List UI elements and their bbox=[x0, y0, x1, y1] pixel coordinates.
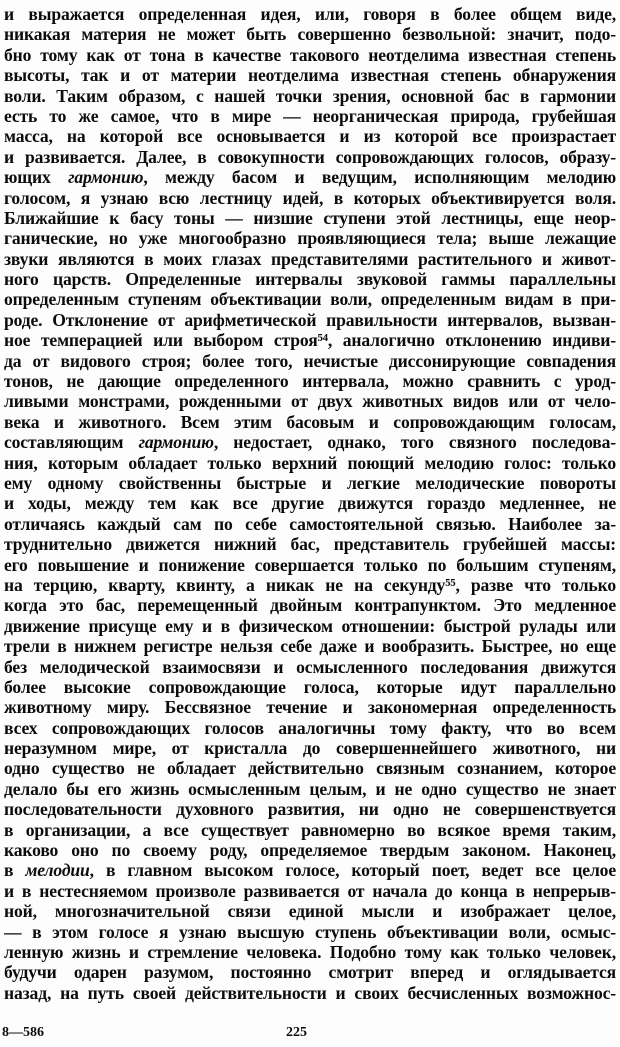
body-text bbox=[4, 4, 616, 1003]
text-line: Ближайшие к басу тоны — низшие ступени этой лестницы, еще неор- bbox=[4, 207, 616, 228]
emphasis-text: мелодии bbox=[25, 860, 90, 881]
text-line: на терцию, кварту, квинту, а никак не на секунду⁵⁵, разве что только bbox=[4, 574, 616, 595]
text-line: будучи одарен разумом, постоянно смотрит вперед и оглядывается bbox=[4, 962, 616, 983]
text-line: века и животного. Всем этим басовым и сопровождающим голосам, bbox=[4, 411, 616, 432]
text-line: и в нестесняемом произволе развивается от начала до конца в непрерыв- bbox=[4, 880, 616, 901]
emphasis-text: гармонию bbox=[138, 432, 214, 453]
text-line: в мелодии, в главном высоком голосе, который поет, ведет все целое bbox=[4, 860, 616, 881]
text-line: ной, многозначительной связи единой мысли и изображает целое, bbox=[4, 901, 616, 922]
text-line: в организации, а все существует равномерно во всякое время таким, bbox=[4, 819, 616, 840]
text-line: ния, которым обладает только верхний поющий мелодию голос: только bbox=[4, 452, 616, 473]
text-line: ленную жизнь и стремление человека. Подобно тому как только человек, bbox=[4, 941, 616, 962]
text-line: одно существо не обладает действительно связным сознанием, которое bbox=[4, 758, 616, 779]
text-line: определенным ступеням объективации воли, определенным видам в при- bbox=[4, 289, 616, 310]
text-line: движение присуще ему и в физическом отношении: быстрой рулады или bbox=[4, 615, 616, 636]
text-line: бно тому как от тона в качестве такового неотделима известная степень bbox=[4, 44, 616, 65]
text-line: его повышение и понижение совершается только по большим ступеням, bbox=[4, 554, 616, 575]
text-line: воли. Таким образом, с нашей точки зрения, основной бас в гармонии bbox=[4, 85, 616, 106]
text-line: никакая материя не может быть совершенно безвольной: значит, подо- bbox=[4, 24, 616, 45]
text-line: назад, на путь своей действительности и своих бесчисленных возможнос- bbox=[4, 982, 616, 1003]
text-line: тонов, не дающие определенного интервала, можно сравнить с урод- bbox=[4, 371, 616, 392]
emphasis-text: гармонию bbox=[68, 167, 144, 188]
text-line: трели в нижнем регистре нельзя себе даже и вообразить. Быстрее, но еще bbox=[4, 636, 616, 657]
text-line: животному миру. Бессвязное течение и закономерная определенность bbox=[4, 697, 616, 718]
page-footer bbox=[0, 1025, 620, 1043]
text-line: последовательности духовного развития, ни одно не совершенствуется bbox=[4, 799, 616, 820]
text-line: ему одному свойственны быстрые и легкие мелодические повороты bbox=[4, 472, 616, 493]
text-line: высоты, так и от материи неотделима известная степень обнаружения bbox=[4, 65, 616, 86]
text-line: — в этом голосе я узнаю высшую ступень объективации воли, осмыс- bbox=[4, 921, 616, 942]
text-line: более высокие сопровождающие голоса, которые идут параллельно bbox=[4, 676, 616, 697]
text-line: роде. Отклонение от арифметической правильности интервалов, вызван- bbox=[4, 309, 616, 330]
text-line: да от видового строя; более того, нечистые диссонирующие совпадения bbox=[4, 350, 616, 371]
text-line: составляющим гармонию, недостает, однако, того связного последова- bbox=[4, 432, 616, 453]
text-line: ливыми монстрами, рожденными от двух животных видов или от чело- bbox=[4, 391, 616, 412]
text-line: ганические, но уже многообразно проявляющиеся тела; выше лежащие bbox=[4, 228, 616, 249]
text-line: ное темперацией или выбором строя⁵⁴, аналогично отклонению индиви- bbox=[4, 330, 616, 351]
text-line: неразумном мире, от кристалла до совершеннейшего животного, ни bbox=[4, 738, 616, 759]
text-line: голосом, я узнаю всю лестницу идей, в которых объективируется воля. bbox=[4, 187, 616, 208]
text-line: звуки являются в моих глазах представителями растительного и живот- bbox=[4, 248, 616, 269]
text-line: масса, на которой все основывается и из которой все произрастает bbox=[4, 126, 616, 147]
text-line: ющих гармонию, между басом и ведущим, исполняющим мелодию bbox=[4, 167, 616, 188]
text-line: ного царств. Определенные интервалы звуковой гаммы параллельны bbox=[4, 269, 616, 290]
text-line: труднительно движется нижний бас, представитель грубейшей массы: bbox=[4, 534, 616, 555]
text-line: без мелодической взаимосвязи и осмысленного последования движутся bbox=[4, 656, 616, 677]
text-line: когда это бас, перемещенный двойным контрапунктом. Это медленное bbox=[4, 595, 616, 616]
text-line: и развивается. Далее, в совокупности сопровождающих голосов, образу- bbox=[4, 146, 616, 167]
text-line: всех сопровождающих голосов аналогичны тому факту, что во всем bbox=[4, 717, 616, 738]
text-line: и выражается определенная идея, или, говоря в более общем виде, bbox=[4, 4, 616, 24]
text-line: каково оно по своему роду, определяемое твердым законом. Наконец, bbox=[4, 840, 616, 861]
text-line: и ходы, между тем как все другие движутся гораздо медленнее, не bbox=[4, 493, 616, 514]
text-line: отличаясь каждый сам по себе самостоятельной связью. Наиболее за- bbox=[4, 513, 616, 534]
text-line: есть то же самое, что в мире — неорганическая природа, грубейшая bbox=[4, 105, 616, 126]
printer-signature: 8—586 bbox=[2, 1025, 44, 1040]
page-number: 225 bbox=[286, 1025, 307, 1040]
text-line: делало бы его жизнь осмысленным целым, и не одно существо не знает bbox=[4, 778, 616, 799]
